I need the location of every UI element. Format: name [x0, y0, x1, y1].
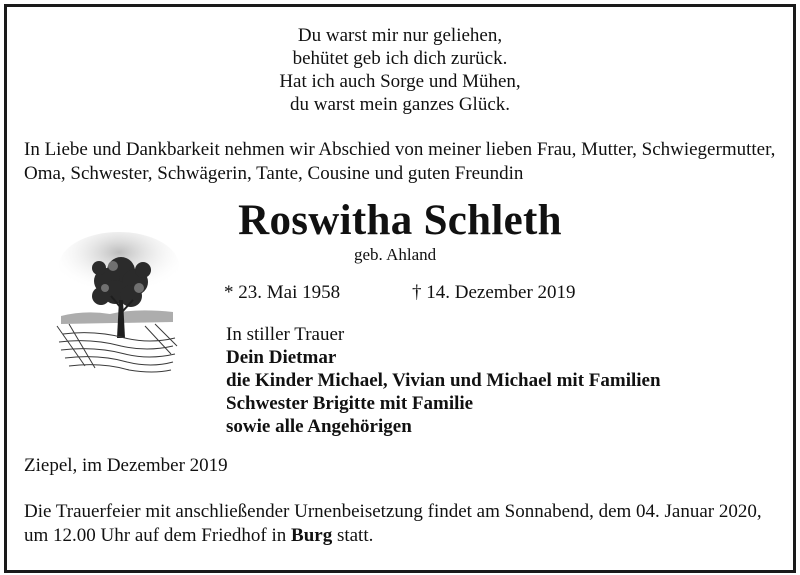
funeral-line [24, 524, 784, 548]
maiden-name: geb. Ahland [354, 245, 437, 264]
mourners-block [226, 323, 786, 438]
tree-landscape-icon [55, 226, 180, 376]
mourner-line: die Kinder Michael, Vivian und Michael mit Familien [226, 370, 661, 391]
mourner-line: Schwester Brigitte mit Familie [226, 393, 474, 414]
birth-date: * 23. Mai 1958 [224, 282, 341, 303]
poem-line: behütet geb ich dich zurück. [292, 48, 508, 69]
funeral-text: um 12.00 Uhr auf dem Friedhof in [24, 525, 292, 546]
mourners-heading: In stiller Trauer [226, 324, 345, 345]
mourner-line: sowie alle Angehörigen [226, 416, 412, 437]
funeral-location: Burg [291, 525, 333, 546]
intro-text [24, 138, 784, 186]
funeral-info [24, 500, 784, 548]
place-date: Ziepel, im Dezember 2019 [24, 455, 228, 476]
funeral-text: statt. [332, 525, 374, 546]
intro-line: Oma, Schwester, Schwägerin, Tante, Cousine und guten Freundin [24, 163, 524, 184]
deceased-name: Roswitha Schleth [238, 197, 562, 244]
mourner-line: Dein Dietmar [226, 347, 337, 368]
poem [0, 24, 800, 116]
poem-line: Hat ich auch Sorge und Mühen, [279, 71, 521, 92]
poem-line: Du warst mir nur geliehen, [297, 25, 503, 46]
funeral-line: Die Trauerfeier mit anschließender Urnenbeisetzung findet am Sonnabend, dem 04. Januar 2020, [24, 501, 762, 522]
intro-line: In Liebe und Dankbarkeit nehmen wir Abschied von meiner lieben Frau, Mutter, Schwiegermutter, [24, 139, 776, 160]
death-date: † 14. Dezember 2019 [412, 282, 576, 303]
poem-line: du warst mein ganzes Glück. [289, 94, 511, 115]
